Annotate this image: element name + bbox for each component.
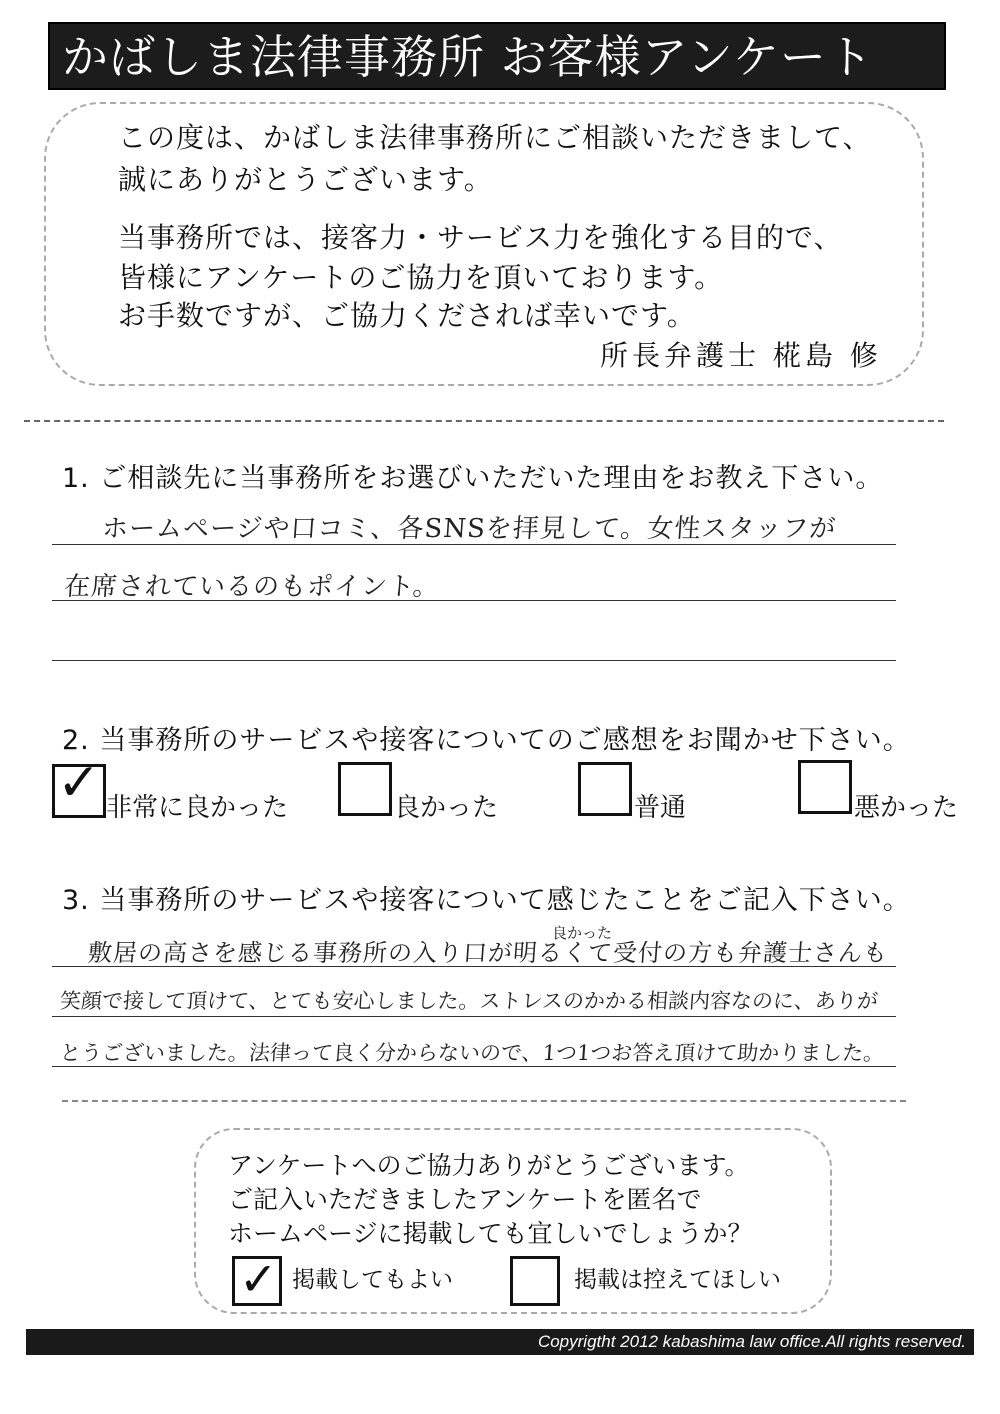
q1-answer-line-2: 在席されているのもポイント。 <box>62 572 441 602</box>
q1-answer-line-1: ホームページや口コミ、各SNSを拝見して。女性スタッフが <box>100 514 838 544</box>
outro-line-1: アンケートへのご協力ありがとうございます。 <box>228 1151 750 1180</box>
publish-ok-label: 掲載してもよい <box>292 1267 453 1293</box>
q1-answer-rule-1 <box>52 544 896 545</box>
survey-title: かばしま法律事務所 お客様アンケート <box>62 30 874 84</box>
footer-bar <box>26 1329 974 1355</box>
section-divider <box>24 420 944 422</box>
question-3: 3. 当事務所のサービスや接客について感じたことをご記入下さい。 <box>62 885 911 916</box>
publish-decline-label: 掲載は控えてほしい <box>574 1267 781 1293</box>
outro-line-3: ホームページに掲載しても宜しいでしょうか？ <box>228 1219 753 1248</box>
publish-ok-checkbox[interactable] <box>232 1252 282 1306</box>
option-bad-checkbox[interactable] <box>798 760 852 814</box>
intro-line-5: お手数ですが、ご協力くだされば幸いです。 <box>118 299 696 332</box>
option-bad-label: 悪かった <box>854 793 959 823</box>
q3-answer-line-3: とうございました。法律って良く分からないので、1つ1つお答え頂けて助かりました。 <box>59 1041 886 1065</box>
checkmark-icon: ✓ <box>57 753 101 813</box>
q1-answer-rule-3 <box>52 660 896 661</box>
checkmark-icon: ✓ <box>239 1252 278 1306</box>
survey-title-banner <box>48 22 946 90</box>
q3-insertion-note: 良かった <box>552 924 613 942</box>
option-good-checkbox[interactable] <box>338 762 392 816</box>
publish-decline-checkbox[interactable] <box>510 1256 560 1306</box>
intro-line-3: 当事務所では、接客力・サービス力を強化する目的で、 <box>118 221 843 254</box>
option-very-good-checkbox[interactable] <box>52 753 106 818</box>
q1-answer-rule-2 <box>52 600 896 601</box>
section-divider-2 <box>62 1100 906 1102</box>
option-neutral-label: 普通 <box>634 793 687 823</box>
q3-answer-rule-2 <box>52 1016 896 1017</box>
copyright-text: Copyrigtht 2012 kabashima law office.All rights reserved. <box>537 1332 966 1351</box>
q3-answer-line-2: 笑顔で接して頂けて、とても安心しました。ストレスのかかる相談内容なのに、ありが <box>59 989 879 1013</box>
q3-answer-line-1: 敷居の高さを感じる事務所の入り口が明るくて受付の方も弁護士さんも <box>87 939 889 967</box>
question-2: 2. 当事務所のサービスや接客についてのご感想をお聞かせ下さい。 <box>62 725 911 756</box>
question-1: 1. ご相談先に当事務所をお選びいただいた理由をお教え下さい。 <box>62 463 884 494</box>
option-neutral-checkbox[interactable] <box>578 762 632 816</box>
option-very-good-label: 非常に良かった <box>106 793 289 823</box>
q3-answer-rule-1 <box>52 966 896 967</box>
outro-line-2: ご記入いただきましたアンケートを匿名で <box>228 1185 702 1214</box>
intro-line-2: 誠にありがとうございます。 <box>118 163 493 196</box>
q3-answer-rule-3 <box>52 1066 896 1067</box>
option-good-label: 良かった <box>394 793 499 823</box>
signature: 所長弁護士 椛島 修 <box>600 339 882 372</box>
intro-line-4: 皆様にアンケートのご協力を頂いております。 <box>118 261 724 294</box>
intro-line-1: この度は、かばしま法律事務所にご相談いただきまして、 <box>118 121 872 154</box>
